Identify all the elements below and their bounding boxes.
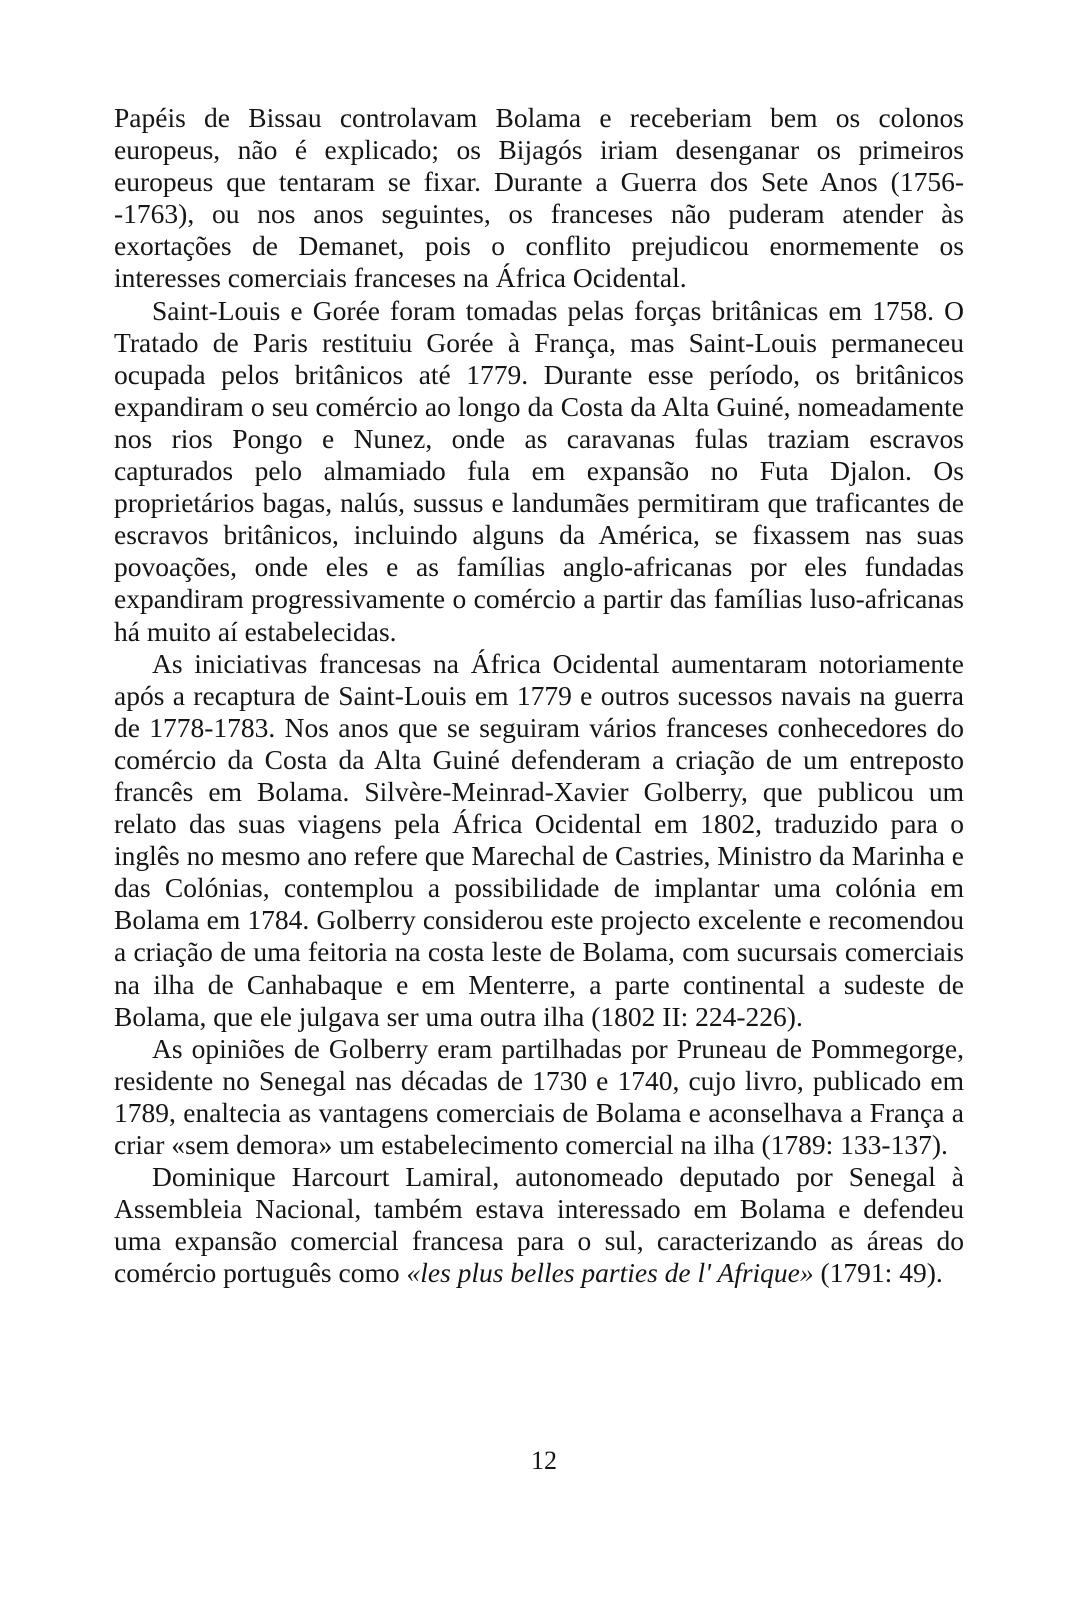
paragraph-1: Papéis de Bissau controlavam Bolama e receberiam bem os colonos europeus, não é explicado; os Bijagós iriam desenganar os primeiros europeus que tentaram se fixar. Durante a Guerra dos Sete Anos (1756--1763), ou nos anos seguintes, os franceses não puderam atender às exortações de Demanet, pois o conflito prejudicou enormemente os interesses comerciais franceses na África Ocidental. bbox=[114, 102, 964, 294]
paragraph-3: As iniciativas francesas na África Ocidental aumentaram notoriamente após a recaptura de Saint-Louis em 1779 e outros sucessos navais na guerra de 1778-1783. Nos anos que se seguiram vários franceses conhecedores do comércio da Costa da Alta Guiné defenderam a criação de um entreposto francês em Bolama. Silvère-Meinrad-Xavier Golberry, que publicou um relato das suas viagens pela África Ocidental em 1802, traduzido para o inglês no mesmo ano refere que Marechal de Castries, Ministro da Marinha e das Colónias, contemplou a possibilidade de implantar uma colónia em Bolama em 1784. Golberry considerou este projecto excelente e recomendou a criação de uma feitoria na costa leste de Bolama, com sucursais comerciais na ilha de Canhabaque e em Menterre, a parte continental a sudeste de Bolama, que ele julgava ser uma outra ilha (1802 II: 224-226). bbox=[114, 647, 964, 1032]
page-number: 12 bbox=[531, 1446, 557, 1475]
paragraph-4: As opiniões de Golberry eram partilhadas por Pruneau de Pommegorge, residente no Senegal nas décadas de 1730 e 1740, cujo livro, publicado em 1789, enaltecia as vantagens comerciais de Bolama e aconselhava a França a criar «sem demora» um estabelecimento comercial na ilha (1789: 133-137). bbox=[114, 1032, 964, 1160]
body-text bbox=[114, 102, 964, 1289]
citation: (1791: 49). bbox=[813, 1257, 943, 1289]
paragraph-2: Saint-Louis e Gorée foram tomadas pelas forças britânicas em 1758. O Tratado de Paris restituiu Gorée à França, mas Saint-Louis permaneceu ocupada pelos britânicos até 1779. Durante esse período, os britânicos expandiram o seu comércio ao longo da Costa da Alta Guiné, nomeadamente nos rios Pongo e Nunez, onde as caravanas fulas traziam escravos capturados pelo almamiado fula em expansão no Futa Djalon. Os proprietários bagas, nalús, sussus e landumães permitiram que traficantes de escravos britânicos, incluindo alguns da América, se fixassem nas suas povoações, onde eles e as famílias anglo-africanas por eles fundadas expandiram progressivamente o comércio a partir das famílias luso-africanas há muito aí estabelecidas. bbox=[114, 294, 964, 647]
paragraph-5 bbox=[114, 1161, 964, 1289]
paragraph-5-text: Dominique Harcourt Lamiral, autonomeado deputado por Senegal à Assembleia Nacional, também estava interessado em Bolama e defendeu uma expansão comercial francesa para o sul, caracterizando as áreas do comércio português como bbox=[114, 1161, 964, 1289]
french-quotation: «les plus belles parties de l' Afrique» bbox=[406, 1257, 814, 1289]
